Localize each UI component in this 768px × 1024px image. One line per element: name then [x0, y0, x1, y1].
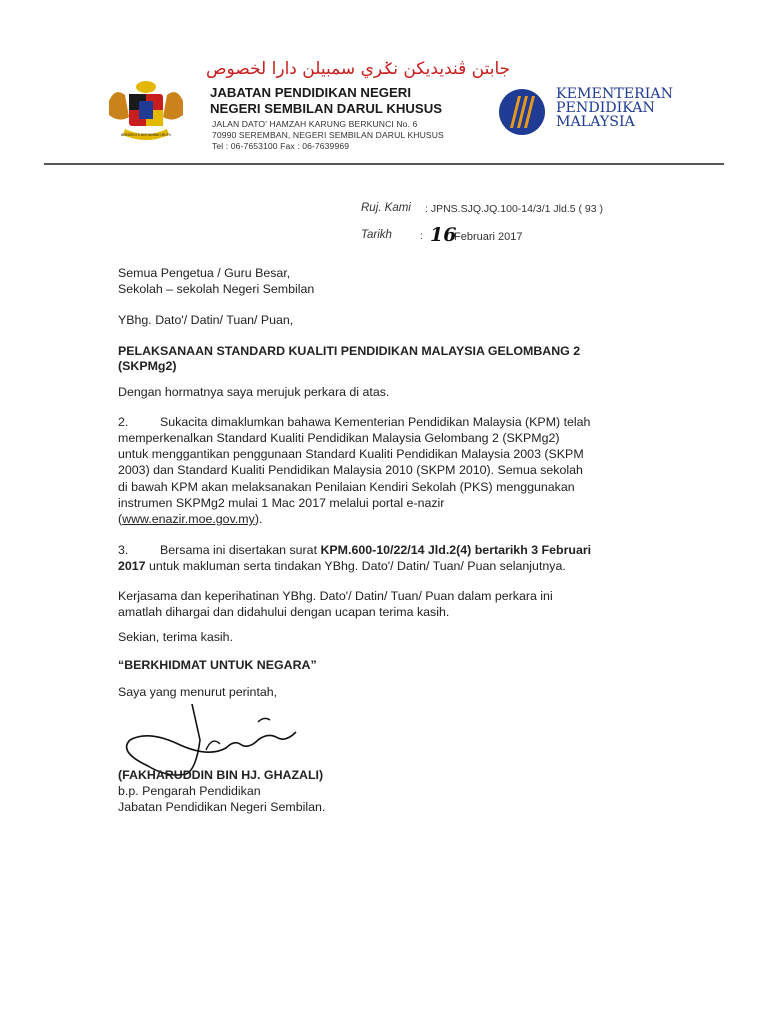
- org-name-line2: NEGERI SEMBILAN DARUL KHUSUS: [210, 101, 443, 116]
- tarikh-month-year: Februari 2017: [454, 231, 523, 243]
- org-name-line1: JABATAN PENDIDIKAN NEGERI: [210, 85, 411, 100]
- para4-line2: amatlah dihargai dan didahului dengan ucapan terima kasih.: [118, 605, 450, 619]
- para3-line1-text: Bersama ini disertakan surat: [160, 543, 321, 557]
- tarikh-day: 16: [430, 224, 457, 246]
- para2-number: 2.: [118, 415, 129, 429]
- paren-close: ).: [254, 512, 263, 526]
- kpm-line2: PENDIDIKAN: [556, 100, 655, 116]
- subject-line1: PELAKSANAAN STANDARD KUALITI PENDIDIKAN MALAYSIA GELOMBANG 2: [118, 344, 581, 358]
- para2-line2: memperkenalkan Standard Kualiti Pendidikan Malaysia Gelombang 2 (SKPMg2): [118, 431, 560, 445]
- ruj-label: Ruj. Kami: [361, 202, 411, 214]
- para4-line1: Kerjasama dan keperihatinan YBhg. Dato'/ Datin/ Tuan/ Puan dalam perkara ini: [118, 589, 553, 603]
- closing: Sekian, terima kasih.: [118, 630, 234, 644]
- subject-line2: (SKPMg2): [118, 359, 177, 373]
- para2-line7: [118, 512, 262, 526]
- para3-year: 2017: [118, 559, 146, 573]
- para2-line4: 2003) dan Standard Kualiti Pendidikan Malaysia 2010 (SKPM 2010). Semua sekolah: [118, 463, 583, 477]
- state-crest-icon: [95, 79, 197, 145]
- signatory-dept: Jabatan Pendidikan Negeri Sembilan.: [118, 800, 326, 814]
- para2-line6: instrumen SKPMg2 mulai 1 Mac 2017 melalui portal e-nazir: [118, 496, 445, 510]
- recipient-line2: Sekolah – sekolah Negeri Sembilan: [118, 282, 315, 296]
- jawi-heading: جابتن ڤنديديكن نݢري سمبيلن دارا لخصوص: [206, 59, 511, 79]
- motto: “BERKHIDMAT UNTUK NEGARA”: [118, 658, 317, 672]
- para3-line1: [160, 543, 591, 557]
- para3-line2-text: untuk makluman serta tindakan YBhg. Dato'/ Datin/ Tuan/ Puan selanjutnya.: [145, 559, 566, 573]
- para2-line5: di bawah KPM akan melaksanakan Penilaian Kendiri Sekolah (PKS) menggunakan: [118, 480, 575, 494]
- kpm-wordmark: [556, 87, 673, 129]
- address-line3: Tel : 06-7653100 Fax : 06-7639969: [212, 141, 350, 151]
- para3-ref: KPM.600-10/22/14 Jld.2(4) bertarikh 3 Februari: [320, 543, 592, 557]
- tarikh-colon: :: [420, 230, 423, 242]
- signatory-title: b.p. Pengarah Pendidikan: [118, 784, 261, 798]
- paragraph-1: Dengan hormatnya saya merujuk perkara di atas.: [118, 385, 390, 399]
- ruj-value: : JPNS.SJQ.JQ.100-14/3/1 Jld.5 ( 93 ): [425, 203, 603, 215]
- address-line2: 70990 SEREMBAN, NEGERI SEMBILAN DARUL KHUSUS: [212, 130, 444, 140]
- paren-open: (: [118, 512, 123, 526]
- para2-line1: Sukacita dimaklumkan bahawa Kementerian Pendidikan Malaysia (KPM) telah: [160, 415, 591, 429]
- enazir-link[interactable]: www.enazir.moe.gov.my: [122, 512, 255, 526]
- kpm-line1: KEMENTERIAN: [556, 86, 674, 102]
- salutation: YBhg. Dato'/ Datin/ Tuan/ Puan,: [118, 313, 294, 327]
- address-line1: JALAN DATO' HAMZAH KARUNG BERKUNCI No. 6: [212, 119, 418, 129]
- tarikh-label: Tarikh: [361, 229, 392, 241]
- recipient-line1: Semua Pengetua / Guru Besar,: [118, 266, 291, 280]
- crest-motto: BERSEKUTU BERTAMBAH MUTU: [120, 133, 172, 137]
- para3-line2: [118, 559, 566, 573]
- kpm-logo-icon: [498, 88, 546, 136]
- signatory-name: (FAKHARUDDIN BIN HJ. GHAZALI): [118, 768, 324, 782]
- kpm-line3: MALAYSIA: [556, 114, 635, 130]
- signoff: Saya yang menurut perintah,: [118, 685, 278, 699]
- para2-line3: untuk menggantikan penggunaan Standard Kualiti Pendidikan Malaysia 2003 (SKPM: [118, 447, 584, 461]
- para3-number: 3.: [118, 543, 129, 557]
- header-divider: [44, 163, 724, 165]
